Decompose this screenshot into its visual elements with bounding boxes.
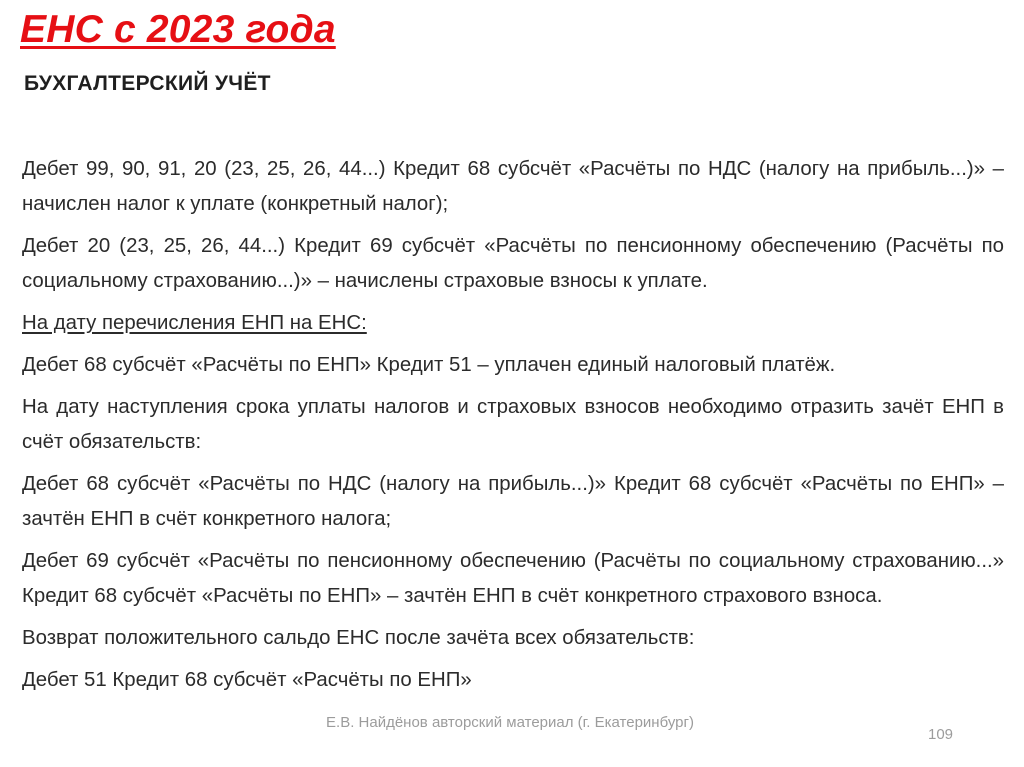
paragraph-offset-tax: Дебет 68 субсчёт «Расчёты по НДС (налогу на прибыль...)» Кредит 68 субсчёт «Расчёты по ЕНП» – зачтён ЕНП в счёт конкретного налога; [22,473,1004,530]
paragraph-offset-intro: На дату наступления срока уплаты налогов и страховых взносов необходимо отразить зачёт ЕНП в счёт обязательств: [22,396,1004,453]
paragraph-payment-entry: Дебет 68 субсчёт «Расчёты по ЕНП» Кредит 51 – уплачен единый налоговый платёж. [22,354,836,376]
paragraph-transfer-date-heading: На дату перечисления ЕНП на ЕНС: [22,312,367,334]
paragraph-accrual-tax: Дебет 99, 90, 91, 20 (23, 25, 26, 44...) Кредит 68 субсчёт «Расчёты по НДС (налогу на прибыль...)» – начислен налог к уплате (конкретный налог); [22,158,1004,215]
paragraph-offset-contribution: Дебет 69 субсчёт «Расчёты по пенсионному обеспечению (Расчёты по социальному страхованию...» Кредит 68 субсчёт «Расчёты по ЕНП» – зачтён ЕНП в счёт конкретного страхового взноса. [22,550,1004,607]
paragraph-refund-entry: Дебет 51 Кредит 68 субсчёт «Расчёты по ЕНП» [22,669,472,691]
page-number: 109 [928,726,954,743]
paragraph-refund-heading: Возврат положительного сальдо ЕНС после зачёта всех обязательств: [22,627,695,649]
slide-title: ЕНС с 2023 года [20,8,336,51]
slide-subtitle: БУХГАЛТЕРСКИЙ УЧЁТ [24,72,271,95]
paragraph-accrual-contributions: Дебет 20 (23, 25, 26, 44...) Кредит 69 субсчёт «Расчёты по пенсионному обеспечению (Расчёты по социальному страхованию...)» – начислены страховые взносы к уплате. [22,235,1004,292]
slide-body [22,152,1004,705]
footer-author: Е.В. Найдёнов авторский материал (г. Екатеринбург) [326,714,694,731]
